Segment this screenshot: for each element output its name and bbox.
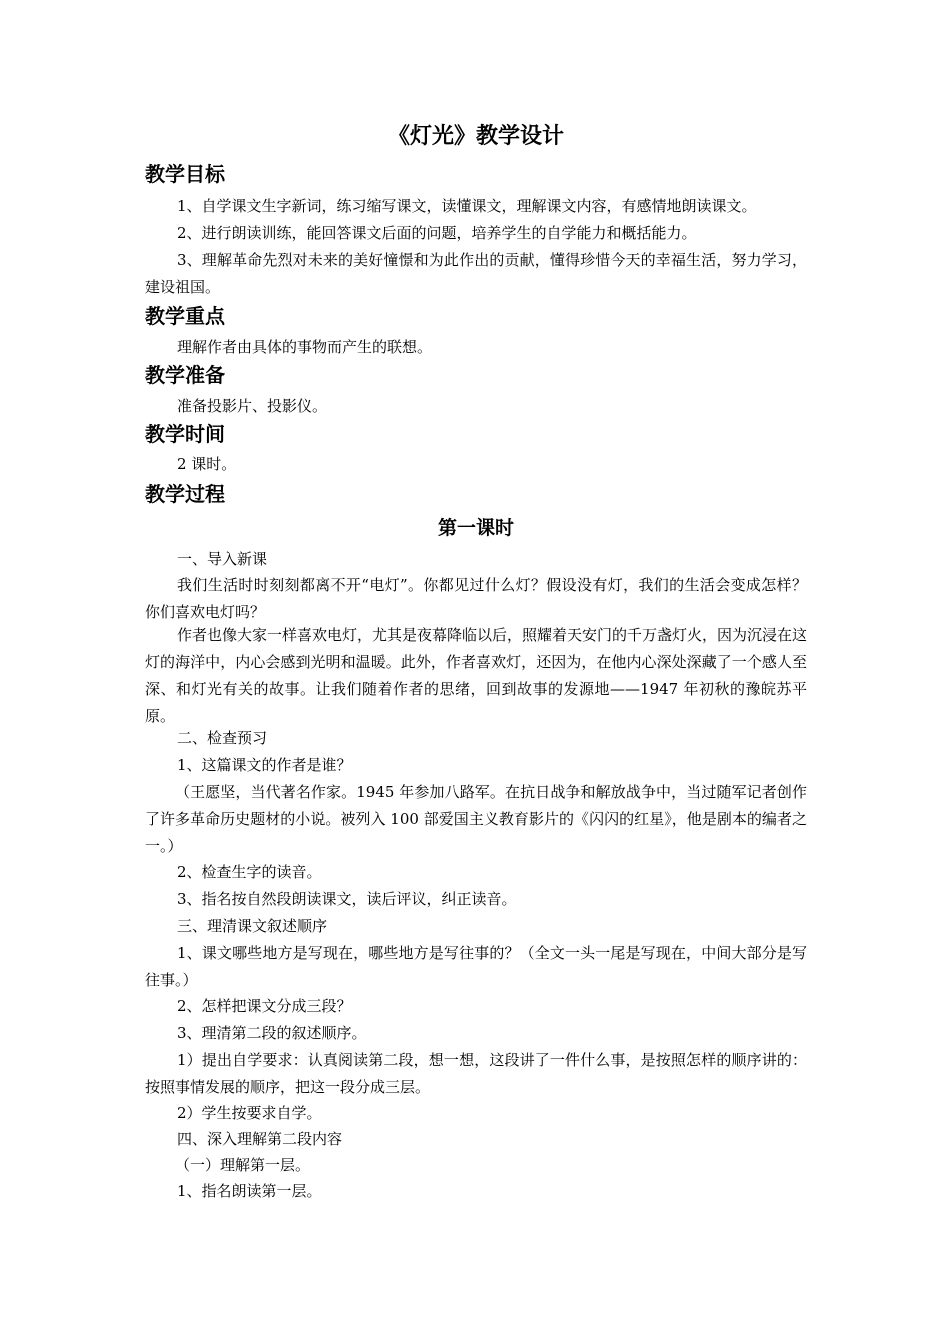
lesson1-line: 2、怎样把课文分成三段？ bbox=[177, 997, 352, 1015]
goal-item-3: 3、理解革命先烈对未来的美好憧憬和为此作出的贡献，懂得珍惜今天的幸福生活，努力学习，建设祖国。 bbox=[145, 251, 807, 296]
goal-item-1: 1、自学课文生字新词，练习缩写课文，读懂课文，理解课文内容，有感情地朗读课文。 bbox=[177, 197, 757, 215]
lesson1-line: 我们生活时时刻刻都离不开“电灯”。你都见过什么灯？假设没有灯，我们的生活会变成怎样？你们喜欢电灯吗？ bbox=[145, 576, 807, 621]
lesson1-line: 1、指名朗读第一层。 bbox=[177, 1182, 322, 1200]
lesson1-line: 四、深入理解第二段内容 bbox=[177, 1130, 343, 1148]
goal-item-2: 2、进行朗读训练，能回答课文后面的问题，培养学生的自学能力和概括能力。 bbox=[177, 224, 697, 242]
lesson1-line: 作者也像大家一样喜欢电灯，尤其是夜幕降临以后，照耀着天安门的千万盏灯火，因为沉浸在这灯的海洋中，内心会感到光明和温暖。此外，作者喜欢灯，还因为，在他内心深处深藏了一个感人至深、和灯光有关的故事。让我们随着作者的思绪，回到故事的发源地——1947 年初秋的豫皖苏平原。 bbox=[145, 626, 808, 725]
prep-text: 准备投影片、投影仪。 bbox=[177, 397, 328, 415]
heading-goals: 教学目标 bbox=[145, 162, 225, 186]
lesson1-line: （一）理解第一层。 bbox=[175, 1156, 311, 1174]
heading-prep: 教学准备 bbox=[145, 363, 225, 387]
heading-focus: 教学重点 bbox=[145, 304, 225, 328]
heading-process: 教学过程 bbox=[145, 482, 225, 506]
document-title: 《灯光》教学设计 bbox=[387, 124, 564, 149]
heading-time: 教学时间 bbox=[145, 422, 225, 446]
lesson1-line: 一、导入新课 bbox=[177, 550, 268, 568]
lesson1-line: 2）学生按要求自学。 bbox=[177, 1104, 322, 1122]
lesson1-line: 1、这篇课文的作者是谁？ bbox=[177, 756, 352, 774]
time-text: 2 课时。 bbox=[177, 455, 237, 473]
lesson1-line: 2、检查生字的读音。 bbox=[177, 863, 322, 881]
lesson1-line: 3、理清第二段的叙述顺序。 bbox=[177, 1024, 367, 1042]
lesson1-line: 1、课文哪些地方是写现在，哪些地方是写往事的？（全文一头一尾是写现在，中间大部分是写往事。） bbox=[145, 944, 807, 989]
lesson1-line: 二、检查预习 bbox=[177, 729, 268, 747]
lesson1-line: 三、理清课文叙述顺序 bbox=[177, 917, 328, 935]
lesson1-heading: 第一课时 bbox=[437, 517, 514, 539]
focus-text: 理解作者由具体的事物而产生的联想。 bbox=[177, 338, 433, 356]
lesson1-line: 1）提出自学要求：认真阅读第二段，想一想，这段讲了一件什么事，是按照怎样的顺序讲的：按照事情发展的顺序，把这一段分成三层。 bbox=[145, 1051, 807, 1096]
lesson1-line: （王愿坚，当代著名作家。1945 年参加八路军。在抗日战争和解放战争中，当过随军记者创作了许多革命历史题材的小说。被列入 100 部爱国主义教育影片的《闪闪的红星》，他是剧本的编者之一。） bbox=[145, 783, 807, 855]
lesson1-line: 3、指名按自然段朗读课文，读后评议，纠正读音。 bbox=[177, 890, 517, 908]
